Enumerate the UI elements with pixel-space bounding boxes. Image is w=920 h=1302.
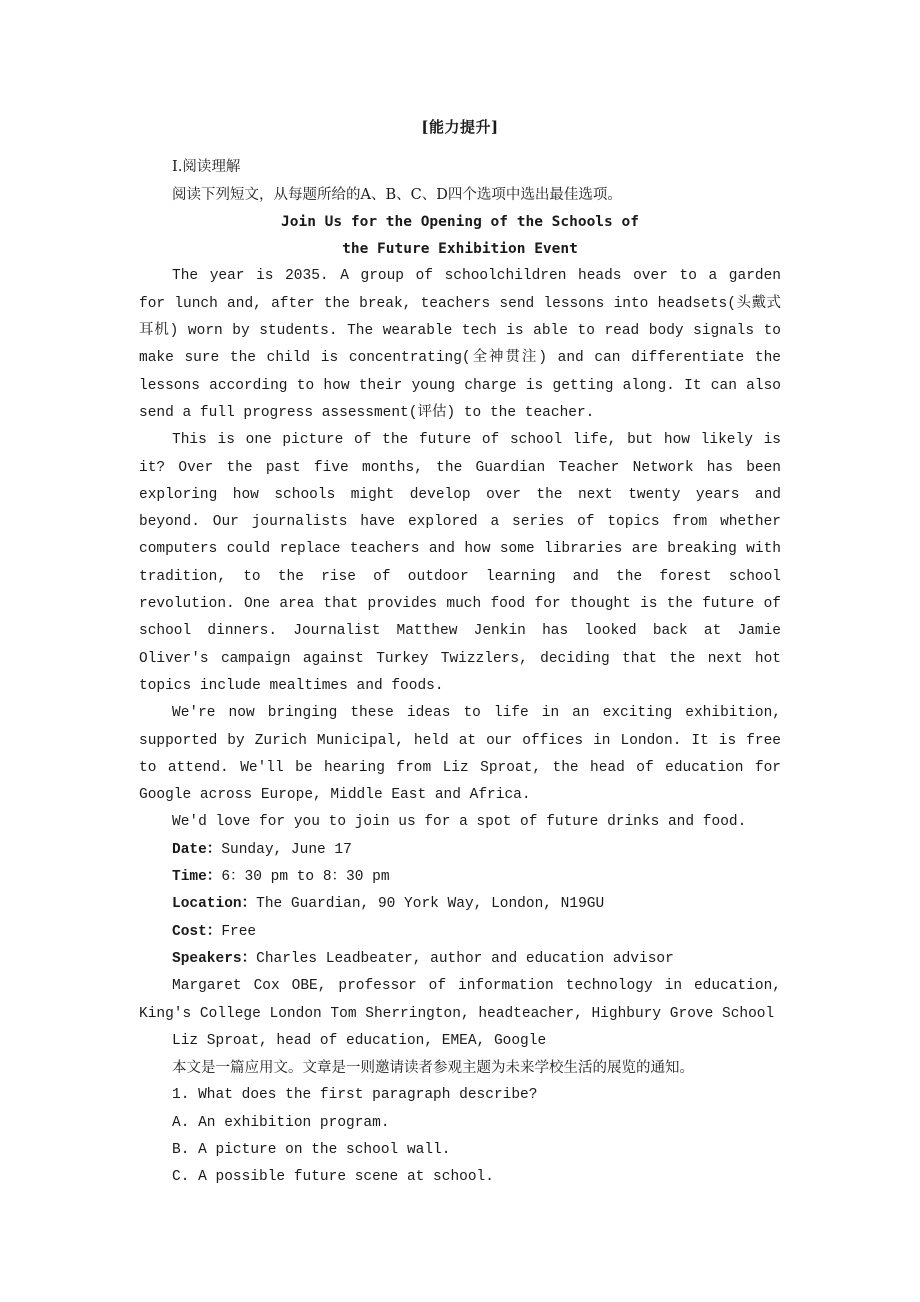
event-time — [139, 864, 781, 891]
speaker-2: Margaret Cox OBE, professor of information technology in education, King's College London Tom Sherrington, headteacher, Highbury Grove School — [139, 978, 781, 1022]
event-cost — [139, 919, 781, 946]
section-label: Ⅰ.阅读理解 — [172, 159, 241, 176]
event-speakers — [139, 946, 781, 973]
instruction-text: 阅读下列短文，从每题所给的A、B、C、D四个选项中选出最佳选项。 — [172, 186, 622, 203]
section-heading: [能力提升] — [421, 118, 499, 136]
option-b: B. A picture on the school wall. — [172, 1141, 451, 1158]
event-date — [139, 837, 781, 864]
location-value: The Guardian, 90 York Way, London, N19GU — [256, 896, 605, 913]
time-label: Time： — [172, 869, 222, 886]
passage-summary: 本文是一篇应用文。文章是一则邀请读者参观主题为未来学校生活的展览的通知。 — [172, 1060, 694, 1077]
time-value: 6：30 pm to 8：30 pm — [221, 869, 390, 886]
article-paragraph-4: We'd love for you to join us for a spot of future drinks and food. — [172, 814, 747, 831]
date-value: Sunday, June 17 — [221, 841, 352, 858]
article-paragraph-3: We're now bringing these ideas to life in an exciting exhibition, supported by Zurich Municipal, held at our offices in London. It is free to attend. We'll be hearing from Liz Sproat, the head of education for Google across Europe, Middle East and Africa. — [139, 705, 781, 804]
document-page — [139, 114, 781, 1192]
speakers-label: Speakers： — [172, 950, 257, 967]
article-paragraph-1: The year is 2035. A group of schoolchildren heads over to a garden for lunch and, after the break, teachers send lessons into headsets(头戴式耳机) worn by students. The wearable tech is able to read body signals to make sure the child is concentrating(全神贯注) and can differentiate the lessons according to how their young charge is getting along. It can also send a full progress assessment(评估) to the teacher. — [139, 268, 781, 421]
article-paragraph-2: This is one picture of the future of school life, but how likely is it? Over the past five months, the Guardian Teacher Network has been exploring how schools might develop over the next twenty years and beyond. Our journalists have explored a series of topics from whether computers could replace teachers and how some libraries are breaking with tradition, to the rise of outdoor learning and the forest school revolution. One area that provides much food for thought is the future of school dinners. Journalist Matthew Jenkin has looked back at Jamie Oliver's campaign against Turkey Twizzlers, deciding that the next hot topics include mealtimes and foods. — [139, 432, 781, 694]
option-c: C. A possible future scene at school. — [172, 1169, 494, 1186]
cost-label: Cost： — [172, 923, 222, 940]
location-label: Location： — [172, 896, 257, 913]
article-title-line-2: the Future Exhibition Event — [342, 241, 578, 258]
article-title-line-1: Join Us for the Opening of the Schools of — [281, 213, 639, 230]
date-label: Date： — [172, 841, 222, 858]
question-stem: 1. What does the first paragraph describe? — [172, 1087, 538, 1104]
speaker-3: Liz Sproat, head of education, EMEA, Google — [172, 1032, 547, 1049]
event-location — [139, 891, 781, 918]
cost-value: Free — [221, 923, 257, 940]
speakers-value: Charles Leadbeater, author and education advisor — [256, 950, 674, 967]
option-a: A. An exhibition program. — [172, 1114, 390, 1131]
